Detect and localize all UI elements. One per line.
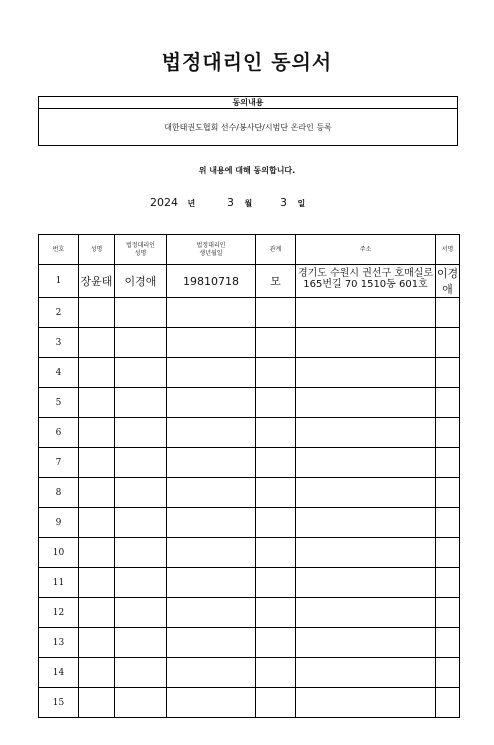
cell-address bbox=[296, 265, 436, 298]
cell-address bbox=[296, 688, 436, 718]
cell-relation bbox=[256, 388, 296, 418]
table-row bbox=[39, 298, 460, 328]
cell-sign bbox=[436, 658, 460, 688]
table-row bbox=[39, 508, 460, 538]
cell-sign bbox=[436, 358, 460, 388]
cell-address bbox=[296, 658, 436, 688]
cell-name bbox=[79, 478, 115, 508]
cell-sign bbox=[436, 598, 460, 628]
table-row bbox=[39, 628, 460, 658]
cell-guardian bbox=[115, 358, 167, 388]
cell-no: 14 bbox=[39, 658, 79, 688]
cell-relation bbox=[256, 688, 296, 718]
date-year: 2024 bbox=[150, 196, 178, 209]
table-row bbox=[39, 688, 460, 718]
table-row bbox=[39, 448, 460, 478]
cell-relation bbox=[256, 628, 296, 658]
cell-guardian bbox=[115, 538, 167, 568]
cell-relation bbox=[256, 598, 296, 628]
cell-guardian bbox=[115, 328, 167, 358]
table-row bbox=[39, 568, 460, 598]
date-year-unit: 년 bbox=[187, 199, 196, 208]
cell-name bbox=[79, 538, 115, 568]
cell-guardian bbox=[115, 598, 167, 628]
address-text bbox=[296, 478, 435, 481]
address-text bbox=[296, 538, 435, 541]
cell-address bbox=[296, 448, 436, 478]
cell-relation bbox=[256, 418, 296, 448]
cell-birth bbox=[167, 598, 256, 628]
cell-address bbox=[296, 568, 436, 598]
cell-address bbox=[296, 598, 436, 628]
cell-birth bbox=[167, 418, 256, 448]
header-relation: 관계 bbox=[256, 235, 296, 265]
cell-sign bbox=[436, 478, 460, 508]
consent-text: 대한태권도협회 선수/봉사단/시범단 온라인 등록 bbox=[164, 123, 332, 132]
cell-address bbox=[296, 388, 436, 418]
cell-sign bbox=[436, 688, 460, 718]
cell-no: 2 bbox=[39, 298, 79, 328]
cell-address bbox=[296, 418, 436, 448]
cell-relation bbox=[256, 478, 296, 508]
cell-sign bbox=[436, 388, 460, 418]
cell-sign bbox=[436, 298, 460, 328]
header-guardian: 법정대리인 성명 bbox=[115, 235, 167, 265]
cell-name bbox=[79, 568, 115, 598]
cell-address bbox=[296, 508, 436, 538]
cell-address bbox=[296, 478, 436, 508]
cell-name bbox=[79, 388, 115, 418]
header-no: 번호 bbox=[39, 235, 79, 265]
cell-birth bbox=[167, 508, 256, 538]
cell-relation bbox=[256, 538, 296, 568]
consent-header: 동의내용 bbox=[39, 97, 457, 109]
cell-guardian bbox=[115, 688, 167, 718]
table-row bbox=[39, 328, 460, 358]
cell-name bbox=[79, 358, 115, 388]
cell-relation bbox=[256, 658, 296, 688]
cell-relation bbox=[256, 568, 296, 598]
address-text bbox=[296, 328, 435, 331]
cell-name bbox=[79, 418, 115, 448]
cell-no: 9 bbox=[39, 508, 79, 538]
cell-name: 장윤태 bbox=[79, 265, 115, 298]
address-text bbox=[296, 508, 435, 511]
cell-guardian bbox=[115, 418, 167, 448]
cell-relation bbox=[256, 298, 296, 328]
cell-name bbox=[79, 448, 115, 478]
cell-no: 13 bbox=[39, 628, 79, 658]
cell-no: 10 bbox=[39, 538, 79, 568]
cell-no: 11 bbox=[39, 568, 79, 598]
table-header-row bbox=[39, 235, 460, 265]
address-text bbox=[296, 598, 435, 601]
cell-no: 4 bbox=[39, 358, 79, 388]
date-day-unit: 일 bbox=[297, 199, 306, 208]
cell-no: 12 bbox=[39, 598, 79, 628]
cell-address bbox=[296, 358, 436, 388]
cell-guardian bbox=[115, 628, 167, 658]
table-row bbox=[39, 358, 460, 388]
header-address: 주소 bbox=[296, 235, 436, 265]
agree-statement: 위 내용에 대해 동의합니다. bbox=[198, 166, 296, 175]
cell-guardian bbox=[115, 388, 167, 418]
date-month-unit: 월 bbox=[244, 199, 253, 208]
consent-box bbox=[38, 96, 458, 146]
header-sign: 서명 bbox=[436, 235, 460, 265]
signers-table bbox=[38, 234, 460, 718]
cell-sign bbox=[436, 538, 460, 568]
cell-relation bbox=[256, 358, 296, 388]
cell-birth bbox=[167, 478, 256, 508]
cell-name bbox=[79, 328, 115, 358]
cell-relation bbox=[256, 328, 296, 358]
cell-guardian bbox=[115, 448, 167, 478]
address-text bbox=[296, 658, 435, 661]
cell-relation bbox=[256, 448, 296, 478]
cell-name bbox=[79, 508, 115, 538]
cell-name bbox=[79, 598, 115, 628]
cell-name bbox=[79, 628, 115, 658]
cell-name bbox=[79, 658, 115, 688]
address-text bbox=[296, 298, 435, 301]
header-name: 성명 bbox=[79, 235, 115, 265]
cell-sign bbox=[436, 418, 460, 448]
address-text bbox=[296, 358, 435, 361]
cell-guardian bbox=[115, 508, 167, 538]
cell-no: 5 bbox=[39, 388, 79, 418]
cell-birth bbox=[167, 628, 256, 658]
cell-guardian bbox=[115, 568, 167, 598]
table-row bbox=[39, 658, 460, 688]
cell-birth bbox=[167, 388, 256, 418]
table-row bbox=[39, 478, 460, 508]
cell-guardian bbox=[115, 658, 167, 688]
cell-no: 3 bbox=[39, 328, 79, 358]
cell-guardian bbox=[115, 478, 167, 508]
address-text bbox=[296, 568, 435, 571]
address-text bbox=[296, 448, 435, 451]
cell-birth bbox=[167, 448, 256, 478]
cell-sign bbox=[436, 628, 460, 658]
cell-birth bbox=[167, 328, 256, 358]
date-line bbox=[150, 196, 305, 209]
cell-no: 6 bbox=[39, 418, 79, 448]
date-month: 3 bbox=[227, 196, 234, 209]
table-row bbox=[39, 418, 460, 448]
cell-birth bbox=[167, 298, 256, 328]
cell-relation bbox=[256, 508, 296, 538]
cell-no: 8 bbox=[39, 478, 79, 508]
cell-address bbox=[296, 628, 436, 658]
cell-name bbox=[79, 298, 115, 328]
cell-sign: 이경애 bbox=[436, 265, 460, 298]
cell-guardian: 이경애 bbox=[115, 265, 167, 298]
cell-birth bbox=[167, 568, 256, 598]
cell-birth: 19810718 bbox=[167, 265, 256, 298]
header-birth: 법정대리인 생년월일 bbox=[167, 235, 256, 265]
cell-no: 7 bbox=[39, 448, 79, 478]
cell-relation: 모 bbox=[256, 265, 296, 298]
cell-name bbox=[79, 688, 115, 718]
table-row bbox=[39, 538, 460, 568]
document-title: 법정대리인 동의서 bbox=[161, 50, 333, 74]
table-row bbox=[39, 388, 460, 418]
address-text bbox=[296, 628, 435, 631]
cell-birth bbox=[167, 688, 256, 718]
cell-no: 1 bbox=[39, 265, 79, 298]
cell-birth bbox=[167, 658, 256, 688]
cell-birth bbox=[167, 358, 256, 388]
cell-no: 15 bbox=[39, 688, 79, 718]
cell-address bbox=[296, 328, 436, 358]
address-text bbox=[296, 418, 435, 421]
table-row bbox=[39, 265, 460, 298]
cell-sign bbox=[436, 508, 460, 538]
address-text bbox=[296, 688, 435, 691]
table-row bbox=[39, 598, 460, 628]
cell-sign bbox=[436, 568, 460, 598]
date-day: 3 bbox=[280, 196, 287, 209]
address-text: 경기도 수원시 권선구 호매실로 165번길 70 1510동 601호 bbox=[297, 268, 434, 290]
cell-birth bbox=[167, 538, 256, 568]
cell-address bbox=[296, 298, 436, 328]
cell-sign bbox=[436, 328, 460, 358]
cell-sign bbox=[436, 448, 460, 478]
cell-guardian bbox=[115, 298, 167, 328]
cell-address bbox=[296, 538, 436, 568]
address-text bbox=[296, 388, 435, 391]
